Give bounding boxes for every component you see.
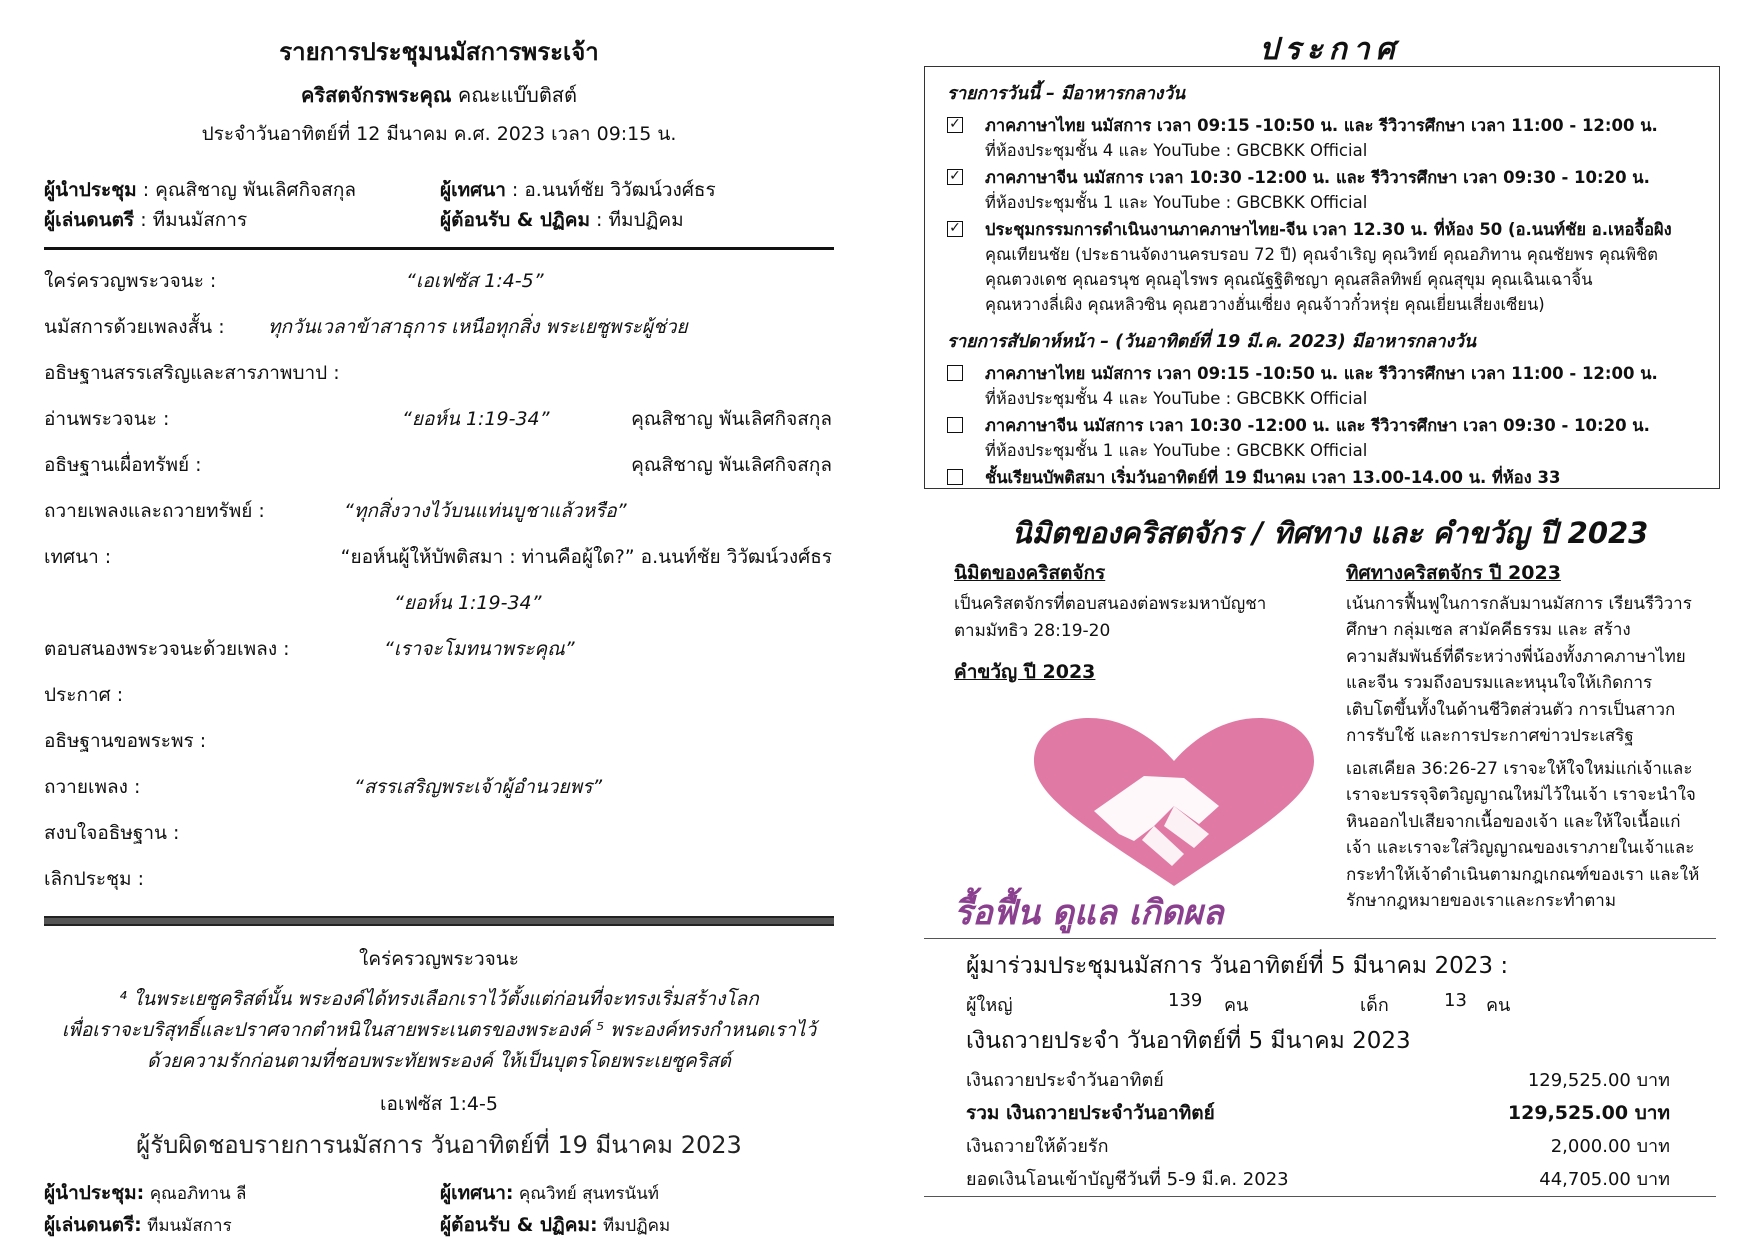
order-label: ถวายเพลงและถวายทรัพย์ : bbox=[44, 500, 265, 522]
order-label: ตอบสนองพระวจนะด้วยเพลง : bbox=[44, 638, 290, 660]
order-row bbox=[44, 254, 834, 300]
leader-label: ผู้เล่นดนตรี: bbox=[44, 1214, 142, 1236]
unchecked-box-icon bbox=[947, 469, 963, 485]
date-line: ประจำวันอาทิตย์ที่ 12 มีนาคม ค.ศ. 2023 เวลา 09:15 น. bbox=[201, 123, 677, 145]
order-mid: “เอเฟซัส 1:4-5” bbox=[406, 270, 544, 292]
offering-title: เงินถวายประจำ วันอาทิตย์ที่ 5 มีนาคม 2023 bbox=[966, 1028, 1411, 1054]
leader-value: คุณวิทย์ สุนทรนันท์ bbox=[518, 1184, 659, 1204]
order-mid: “ยอห์น 1:19-34” bbox=[394, 592, 542, 614]
direction-line: เติบโตขึ้นทั้งในด้านชีวิตส่วนตัว การเป็นสาวก bbox=[1346, 699, 1676, 720]
today-item-thai bbox=[947, 113, 1705, 163]
ezekiel-line: หินออกไปเสียจากเนื้อของเจ้า และให้ใจเนื้อแก่ bbox=[1346, 811, 1681, 832]
leader-value: : คุณสิชาญ พันเลิศกิจสกุล bbox=[142, 179, 356, 201]
leader-preacher bbox=[440, 175, 716, 205]
item-line: ภาคภาษาจีน นมัสการ เวลา 10:30 -12:00 น. และ รีวิวารศึกษา เวลา 09:30 - 10:20 น. bbox=[985, 416, 1650, 435]
leader-music bbox=[44, 205, 247, 235]
next-heading: รายการสัปดาห์หน้า – (วันอาทิตย์ที่ 19 มี.ค. 2023) มีอาหารกลางวัน bbox=[947, 332, 1476, 352]
ezekiel-line: เอเสเคียล 36:26-27 เราจะให้ใจใหม่แก่เจ้าและ bbox=[1346, 758, 1693, 779]
order-label: เลิกประชุม : bbox=[44, 868, 144, 890]
next-leader-leader bbox=[44, 1178, 246, 1208]
offering-amount: 129,525.00 บาท bbox=[1527, 1070, 1670, 1091]
order-row bbox=[44, 806, 834, 852]
leader-label: ผู้นำประชุม bbox=[44, 179, 137, 201]
today-item-committee bbox=[947, 217, 1705, 317]
order-label: สงบใจอธิษฐาน : bbox=[44, 822, 180, 844]
order-label: ประกาศ : bbox=[44, 684, 124, 706]
children-unit: คน bbox=[1486, 995, 1511, 1016]
next-item-baptism bbox=[947, 465, 1705, 490]
today-heading: รายการวันนี้ – มีอาหารกลางวัน bbox=[947, 84, 1186, 104]
stats-block bbox=[966, 948, 1670, 1191]
heart-handshake-icon bbox=[1024, 716, 1324, 896]
leader-value: คุณอภิทาน ลี bbox=[149, 1184, 247, 1204]
direction-line: และจีน รวมถึงอบรมและหนุนใจให้เกิดการ bbox=[1346, 673, 1653, 693]
verse-line: ⁴ ในพระเยซูคริสต์นั้น พระองค์ได้ทรงเลือกเราไว้ตั้งแต่ก่อนที่จะทรงเริ่มสร้างโลก bbox=[119, 988, 759, 1010]
order-row bbox=[44, 760, 834, 806]
offering-amount: 129,525.00 บาท bbox=[1507, 1102, 1670, 1124]
offering-row bbox=[966, 1158, 1670, 1191]
order-row bbox=[44, 300, 834, 346]
ezekiel-line: รักษากฎหมายของเราและกระทำตาม bbox=[1346, 891, 1617, 911]
today-item-chinese bbox=[947, 165, 1705, 215]
next-leader-usher bbox=[440, 1210, 670, 1240]
motto-heading: คำขวัญ ปี 2023 bbox=[954, 661, 1096, 683]
offering-row bbox=[966, 1059, 1670, 1092]
order-mid: “ยอห์น 1:19-34” bbox=[402, 408, 550, 430]
direction-column bbox=[1346, 560, 1714, 915]
order-mid: ทุกวันเวลาข้าสาธุการ เหนือทุกสิ่ง พระเยซูพระผู้ช่วย bbox=[268, 316, 688, 338]
item-line: ที่ห้องประชุมชั้น 1 และ YouTube : GBCBKK Official bbox=[985, 193, 1368, 212]
leader-label: ผู้เล่นดนตรี bbox=[44, 209, 135, 231]
divider bbox=[44, 247, 834, 250]
next-leader-preacher bbox=[440, 1178, 659, 1208]
order-of-service bbox=[44, 254, 834, 898]
children-count: 13 bbox=[1444, 990, 1467, 1011]
leader-label: ผู้ต้อนรับ & ปฏิคม: bbox=[440, 1214, 598, 1236]
vision-column bbox=[954, 560, 1294, 933]
order-right: “ยอห์นผู้ให้บัพติสมา : ท่านคือผู้ใด?” อ.นนท์ชัย วิวัฒน์วงศ์ธร bbox=[340, 546, 832, 568]
order-row bbox=[44, 438, 834, 484]
church-name-bold: คริสตจักรพระคุณ bbox=[301, 83, 452, 107]
order-row bbox=[44, 622, 834, 668]
order-label: อธิษฐานเผื่อทรัพย์ : bbox=[44, 454, 202, 476]
vision-heading: นิมิตของคริสตจักร bbox=[954, 562, 1106, 584]
direction-line: เน้นการฟื้นฟูในการกลับมานมัสการ เรียนรีวิวาร bbox=[1346, 593, 1692, 614]
vision-line: เป็นคริสตจักรที่ตอบสนองต่อพระมหาบัญชา bbox=[954, 594, 1267, 614]
unchecked-box-icon bbox=[947, 417, 963, 433]
verse-reference: เอเฟซัส 1:4-5 bbox=[380, 1093, 498, 1115]
leader-label: ผู้เทศนา: bbox=[440, 1182, 514, 1204]
divider bbox=[924, 938, 1716, 939]
item-line: คุณตวงเดช คุณอรนุช คุณอุไรพร คุณณัฐฐิติชญา คุณสลิลทิพย์ คุณสุขุม คุณเฉินเฉาจิ้น bbox=[985, 270, 1593, 289]
order-row bbox=[44, 852, 834, 898]
offering-label: เงินถวายประจำวันอาทิตย์ bbox=[966, 1070, 1164, 1091]
announcement-title: ประกาศ bbox=[1259, 32, 1401, 67]
checked-box-icon: ✓ bbox=[947, 169, 963, 185]
offering-amount: 2,000.00 บาท bbox=[1550, 1136, 1670, 1157]
vision-title: นิมิตของคริสตจักร / ทิศทาง และ คำขวัญ ปี 2023 bbox=[1011, 516, 1649, 550]
verse-heading: ใคร่ครวญพระวจนะ bbox=[359, 948, 519, 970]
order-label: อธิษฐานขอพระพร : bbox=[44, 730, 207, 752]
leader-value: : อ.นนท์ชัย วิวัฒน์วงศ์ธร bbox=[511, 179, 716, 201]
next-item-thai bbox=[947, 361, 1705, 411]
offering-amount: 44,705.00 บาท bbox=[1539, 1169, 1670, 1190]
item-line: คุณเทียนชัย (ประธานจัดงานครบรอบ 72 ปี) คุณจำเริญ คุณวิทย์ คุณอภิทาน คุณชัยพร คุณพิชิต bbox=[985, 245, 1659, 264]
order-row bbox=[44, 392, 834, 438]
attendance-row bbox=[966, 984, 1670, 1017]
order-label: นมัสการด้วยเพลงสั้น : bbox=[44, 316, 225, 338]
item-line: ภาคภาษาไทย นมัสการ เวลา 09:15 -10:50 น. และ รีวิวารศึกษา เวลา 11:00 - 12:00 น. bbox=[985, 116, 1658, 135]
leader-leader bbox=[44, 175, 356, 205]
vision-line: ตามมัทธิว 28:19-20 bbox=[954, 621, 1111, 641]
order-label: ถวายเพลง : bbox=[44, 776, 141, 798]
checked-box-icon: ✓ bbox=[947, 221, 963, 237]
order-label: อธิษฐานสรรเสริญและสารภาพบาป : bbox=[44, 362, 340, 384]
item-line: ชั้นเรียนบัพติสมา เริ่มวันอาทิตย์ที่ 19 มีนาคม เวลา 13.00-14.00 น. ที่ห้อง 33 bbox=[985, 468, 1561, 487]
order-row bbox=[44, 484, 834, 530]
leader-label: ผู้นำประชุม: bbox=[44, 1182, 145, 1204]
order-label: อ่านพระวจนะ : bbox=[44, 408, 170, 430]
next-leader-music bbox=[44, 1210, 232, 1240]
order-row bbox=[44, 530, 834, 576]
motto-text: รื้อฟื้น ดูแล เกิดผล bbox=[954, 893, 1224, 933]
leader-label: ผู้เทศนา bbox=[440, 179, 506, 201]
leader-value: : ทีมนมัสการ bbox=[140, 209, 248, 231]
church-name-rest: คณะแบ๊บติสต์ bbox=[457, 83, 577, 107]
order-label: ใคร่ครวญพระวจนะ : bbox=[44, 270, 217, 292]
church-name bbox=[44, 79, 834, 111]
item-line: ประชุมกรรมการดำเนินงานภาคภาษาไทย-จีน เวลา 12.30 น. ที่ห้อง 50 (อ.นนท์ชัย อ.เหอจื้อผิง bbox=[985, 220, 1672, 239]
order-mid: “สรรเสริญพระเจ้าผู้อำนวยพร” bbox=[354, 776, 603, 798]
order-row bbox=[44, 346, 834, 392]
direction-line: ความสัมพันธ์ที่ดีระหว่างพี่น้องทั้งภาคภาษาไทย bbox=[1346, 646, 1686, 667]
leader-label: ผู้ต้อนรับ & ปฏิคม bbox=[440, 209, 590, 231]
program-title: รายการประชุมนมัสการพระเจ้า bbox=[279, 38, 599, 66]
leader-usher bbox=[440, 205, 684, 235]
verse-line: ด้วยความรักก่อนตามที่ชอบพระทัยพระองค์ ให้เป็นบุตรโดยพระเยซูคริสต์ bbox=[147, 1050, 731, 1072]
item-line: ภาคภาษาไทย นมัสการ เวลา 09:15 -10:50 น. และ รีวิวารศึกษา เวลา 11:00 - 12:00 น. bbox=[985, 364, 1658, 383]
direction-line: การรับใช้ และการประกาศข่าวประเสริฐ bbox=[1346, 726, 1634, 746]
order-label: เทศนา : bbox=[44, 546, 112, 568]
leader-value: : ทีมปฏิคม bbox=[596, 209, 684, 231]
leader-value: ทีมนมัสการ bbox=[147, 1216, 232, 1236]
next-week-title: ผู้รับผิดชอบรายการนมัสการ วันอาทิตย์ที่ 19 มีนาคม 2023 bbox=[136, 1131, 742, 1159]
item-line: ที่ห้องประชุมชั้น 4 และ YouTube : GBCBKK Official bbox=[985, 141, 1368, 160]
item-line: ที่ห้องประชุมชั้น 4 และ YouTube : GBCBKK Official bbox=[985, 389, 1368, 408]
adults-unit: คน bbox=[1224, 995, 1249, 1016]
ezekiel-line: เราจะบรรจุจิตวิญญาณใหม่ไว้ในเจ้า เราจะนำใจ bbox=[1346, 785, 1696, 805]
leaders-block bbox=[44, 167, 834, 237]
order-mid: “ทุกสิ่งวางไว้บนแท่นบูชาแล้วหรือ” bbox=[344, 500, 627, 522]
unchecked-box-icon bbox=[947, 365, 963, 381]
adults-label: ผู้ใหญ่ bbox=[966, 995, 1013, 1016]
thick-divider bbox=[44, 916, 834, 926]
verse-line: เพื่อเราจะบริสุทธิ์และปราศจากตำหนิในสายพระเนตรของพระองค์ ⁵ พระองค์ทรงกำหนดเราไว้ bbox=[61, 1019, 817, 1041]
order-mid: “เราจะโมทนาพระคุณ” bbox=[384, 638, 575, 660]
order-row bbox=[44, 668, 834, 714]
verse-text bbox=[44, 984, 834, 1077]
order-right: คุณสิชาญ พันเลิศกิจสกุล bbox=[631, 454, 832, 476]
left-column bbox=[44, 32, 834, 1236]
divider bbox=[924, 1196, 1716, 1197]
announcement-box bbox=[924, 66, 1720, 489]
adults-count: 139 bbox=[1168, 990, 1203, 1011]
offering-label: ยอดเงินโอนเข้าบัญชีวันที่ 5-9 มี.ค. 2023 bbox=[966, 1169, 1289, 1190]
item-line: ที่ห้องประชุมชั้น 1 และ YouTube : GBCBKK Official bbox=[985, 441, 1368, 460]
next-leaders-block bbox=[44, 1172, 834, 1242]
children-label: เด็ก bbox=[1360, 995, 1389, 1016]
leader-value: ทีมปฏิคม bbox=[603, 1216, 671, 1236]
attendance-title: ผู้มาร่วมประชุมนมัสการ วันอาทิตย์ที่ 5 มีนาคม 2023 : bbox=[966, 953, 1509, 979]
order-row bbox=[44, 576, 834, 622]
order-right: คุณสิชาญ พันเลิศกิจสกุล bbox=[631, 408, 832, 430]
item-line: ภาคภาษาจีน นมัสการ เวลา 10:30 -12:00 น. และ รีวิวารศึกษา เวลา 09:30 - 10:20 น. bbox=[985, 168, 1650, 187]
offering-label: รวม เงินถวายประจำวันอาทิตย์ bbox=[966, 1102, 1215, 1124]
offering-total-row bbox=[966, 1092, 1670, 1125]
offering-label: เงินถวายให้ด้วยรัก bbox=[966, 1136, 1109, 1157]
next-item-chinese bbox=[947, 413, 1705, 463]
direction-line: ศึกษา กลุ่มเซล สามัคคีธรรม และ สร้าง bbox=[1346, 620, 1631, 640]
offering-row bbox=[966, 1125, 1670, 1158]
direction-heading: ทิศทางคริสตจักร ปี 2023 bbox=[1346, 562, 1561, 584]
checked-box-icon: ✓ bbox=[947, 117, 963, 133]
item-line: คุณหวางลี่เผิง คุณหลิวซิน คุณฮวางฮั่นเซี่ยง คุณจ้าวกั๋วหรุ่ย คุณเยี่ยนเสี่ยงเซียน) bbox=[985, 295, 1545, 314]
ezekiel-line: เจ้า และเราจะใส่วิญญาณของเราภายในเจ้าและ bbox=[1346, 838, 1695, 858]
order-row bbox=[44, 714, 834, 760]
ezekiel-line: กระทำให้เจ้าดำเนินตามกฎเกณฑ์ของเรา และให้ bbox=[1346, 864, 1700, 885]
